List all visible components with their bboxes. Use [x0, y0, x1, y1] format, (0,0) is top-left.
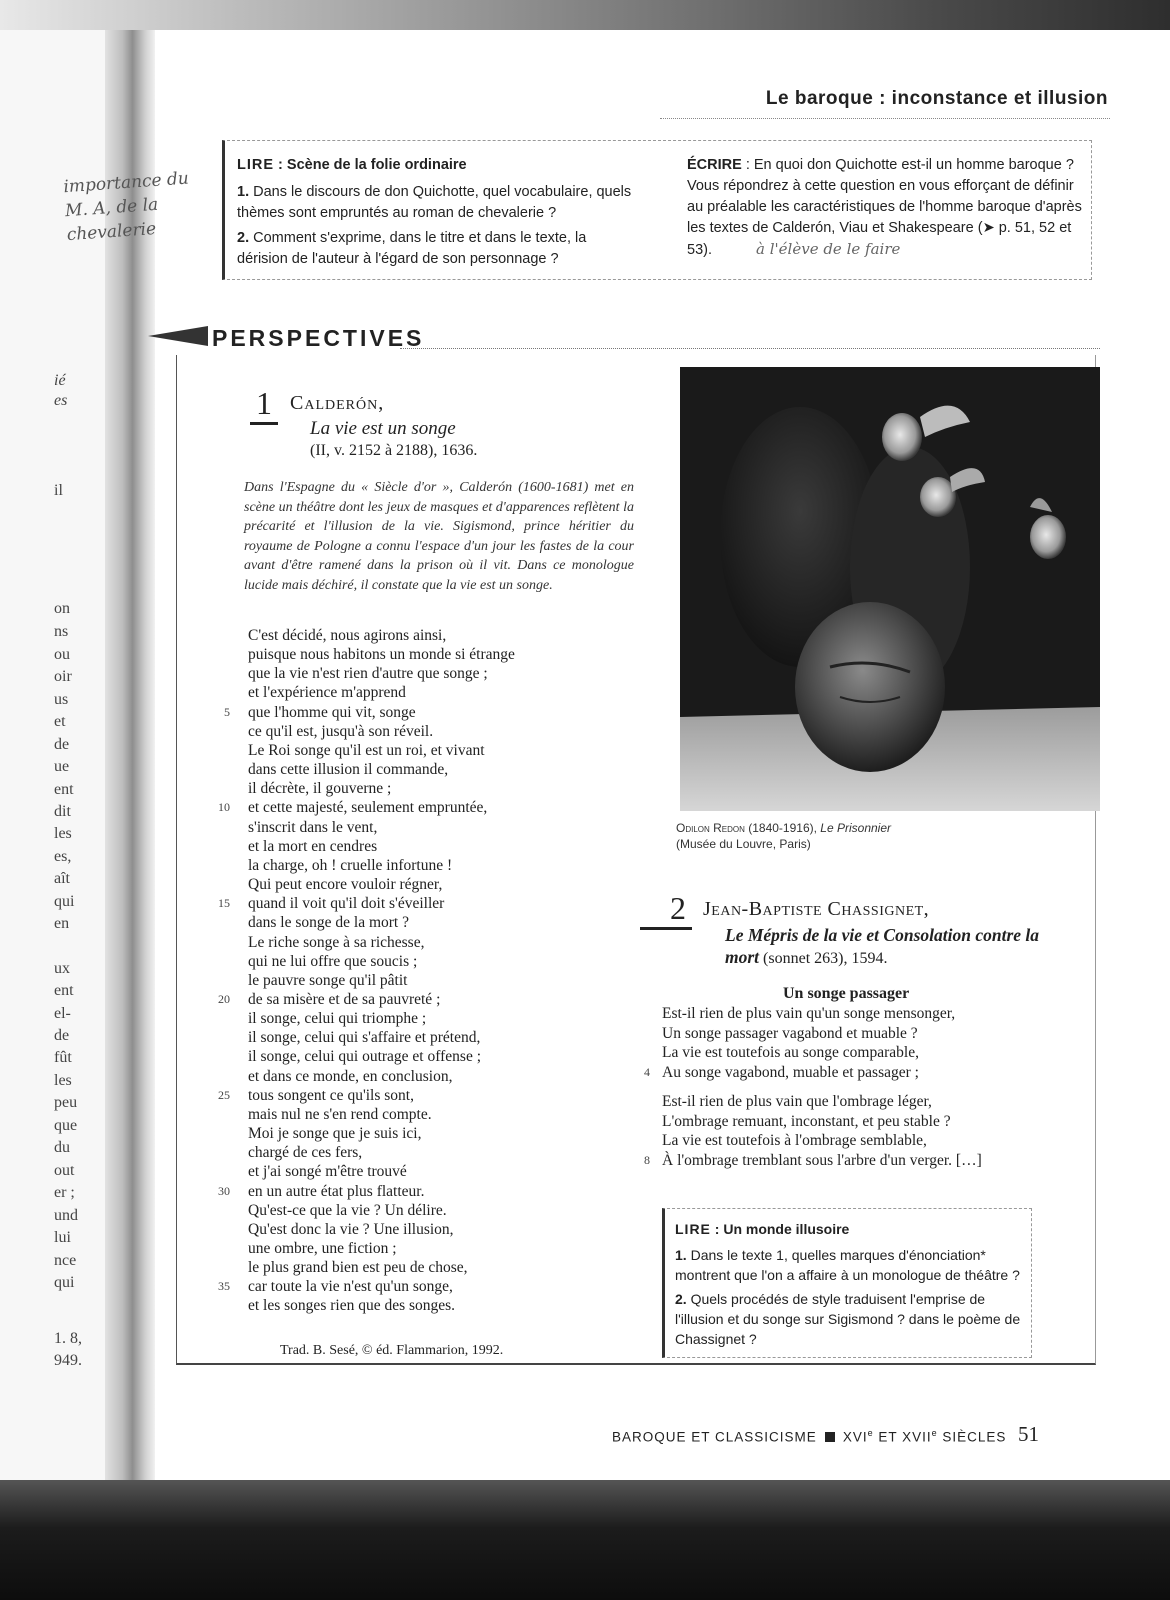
previous-page-fragment: oir [54, 668, 72, 685]
line-number: 15 [218, 896, 230, 911]
ecrire-page-ref: (➤ p. 51, 52 et 53). [687, 220, 1072, 258]
line-text: car toute la vie n'est qu'un songe, [248, 1278, 453, 1296]
line-number: 10 [218, 800, 230, 815]
header-rule [660, 118, 1110, 119]
poem-line [626, 1004, 1066, 1024]
poem-line [200, 1009, 600, 1028]
lire-keyword: LIRE [237, 157, 275, 173]
line-text: une ombre, une fiction ; [248, 1240, 397, 1257]
previous-page-fragment: les [54, 1072, 72, 1089]
previous-page-fragment: peu [54, 1094, 78, 1111]
previous-page-fragment: lui [54, 1229, 71, 1246]
footer-title: BAROQUE ET CLASSICISME [612, 1429, 817, 1445]
previous-page-fragment: us [54, 691, 69, 708]
poem-line [200, 645, 600, 664]
poem-line [626, 1063, 1066, 1083]
exercise-box-2 [662, 1208, 1032, 1358]
caption-title: Le Prisonnier [820, 821, 892, 835]
line-text: C'est décidé, nous agirons ainsi, [248, 627, 447, 644]
previous-page-fragment: nce [54, 1252, 77, 1269]
previous-page-fragment: fût [54, 1049, 72, 1066]
ecrire-section [687, 155, 1082, 261]
page-number: 51 [1018, 1422, 1039, 1446]
ecrire-text: : En quoi don Quichotte est-il un homme baroque ? Vous répondrez à cette question en vous efforçant de définir au préalable les caractéristiques de l'homme baroque d'après les textes de Calderón, Viau et Shakespeare [687, 157, 1082, 236]
line-text: il songe, celui qui s'affaire et prétend, [248, 1029, 481, 1047]
previous-page-fragment: que [54, 1117, 78, 1134]
poem-line [200, 1124, 600, 1143]
poem-line [200, 933, 600, 952]
poem-line [626, 1112, 1066, 1132]
poem-line [200, 703, 600, 722]
previous-page-fragment: ié [54, 372, 66, 389]
line-text: Qu'est-ce que la vie ? Un délire. [248, 1201, 447, 1219]
poem-line [200, 913, 600, 932]
text2-subtitle: Un songe passager [783, 985, 910, 1002]
poem-line [200, 1067, 600, 1086]
previous-page-fragment: en [54, 915, 70, 932]
line-text: que l'homme qui vit, songe [248, 703, 416, 721]
poem-line [200, 1239, 600, 1258]
line-text: et l'expérience m'apprend [248, 684, 406, 702]
lire-question [237, 228, 637, 270]
line-text: et cette majesté, seulement empruntée, [248, 799, 488, 817]
text1-number: 1 [250, 385, 278, 425]
line-text: et la mort en cendres [248, 837, 378, 855]
line-text: que la vie n'est rien d'autre que songe ; [248, 665, 488, 683]
line-text: il décrète, il gouverne ; [248, 780, 392, 798]
footer-sup-1: e [867, 1428, 874, 1438]
poem-line [200, 1201, 600, 1220]
previous-page-fragment: qui [54, 893, 75, 910]
footer-century-1: XVI [842, 1429, 868, 1445]
previous-page-fragment: es, [54, 848, 72, 865]
previous-page-fragment: ent [54, 781, 74, 798]
caption-dates: (1840-1916), [744, 821, 821, 835]
line-number: 8 [644, 1152, 650, 1167]
text2-author: Jean-Baptiste Chassignet, [703, 898, 930, 920]
line-text: L'ombrage remuant, inconstant, et peu stable ? [662, 1112, 951, 1130]
sonnet-stanza [626, 1092, 1066, 1170]
sonnet-stanza [626, 1004, 1066, 1082]
exercise-box [222, 140, 1092, 280]
lire2-title-text: : Un monde illusoire [710, 1221, 850, 1237]
previous-page-fragment: ns [54, 623, 69, 640]
poem-line [200, 837, 600, 856]
line-text: tous songent ce qu'ils sont, [248, 1086, 414, 1104]
question-number: 2. [675, 1291, 687, 1307]
poem-line [200, 798, 600, 817]
book-spine-shadow [105, 30, 155, 1480]
square-bullet-icon [825, 1432, 835, 1442]
line-text: le pauvre songe qu'il pâtit [248, 971, 408, 989]
page-footer [612, 1428, 1006, 1445]
line-text: Qu'est donc la vie ? Une illusion, [248, 1220, 454, 1238]
previous-page-fragment: 1. 8, [54, 1330, 82, 1347]
line-text: en un autre état plus flatteur. [248, 1182, 425, 1200]
footer-century-2: ET XVII [873, 1429, 932, 1445]
question-text: Dans le texte 1, quelles marques d'énonciation* montrent que l'on a affaire à un monologue de théâtre ? [675, 1247, 1020, 1283]
text1-monologue [200, 626, 600, 1316]
previous-page-fragment: er ; [54, 1184, 75, 1201]
lire-question [237, 182, 637, 224]
section-arrow-icon [148, 326, 208, 346]
line-text: qui ne lui offre que soucis ; [248, 952, 418, 970]
poem-line [200, 1182, 600, 1201]
poem-line [200, 1028, 600, 1047]
poem-line [200, 952, 600, 971]
lire2-keyword: LIRE [675, 1221, 711, 1237]
line-text: Moi je songe que je suis ici, [248, 1125, 422, 1143]
running-header: Le baroque : inconstance et illusion [765, 88, 1108, 109]
poem-line [200, 1277, 600, 1296]
lire2-title [675, 1219, 1021, 1239]
line-text: Le riche songe à sa richesse, [248, 933, 425, 951]
poem-line [200, 664, 600, 683]
previous-page-fragment: de [54, 736, 70, 753]
line-text: le plus grand bien est peu de chose, [248, 1259, 468, 1277]
line-text: La vie est toutefois à l'ombrage semblable, [662, 1132, 927, 1149]
line-text: et les songes rien que des songes. [248, 1297, 456, 1315]
poem-line [200, 741, 600, 760]
lire2-section [675, 1219, 1021, 1349]
previous-page-fragment: out [54, 1162, 75, 1179]
line-text: la charge, oh ! cruelle infortune ! [248, 856, 453, 874]
previous-page-fragment: ue [54, 758, 70, 775]
poem-line [200, 626, 600, 645]
poem-line [200, 779, 600, 798]
line-text: et dans ce monde, en conclusion, [248, 1067, 453, 1085]
line-text: dans cette illusion il commande, [248, 761, 449, 779]
poem-line [200, 971, 600, 990]
poem-line [200, 1296, 600, 1315]
previous-page-fragment: qui [54, 1274, 75, 1291]
text2-work-title: Le Mépris de la vie et Consolation contre la mort [725, 925, 1040, 967]
line-text: il songe, celui qui triomphe ; [248, 1010, 427, 1028]
poem-line [200, 683, 600, 702]
lire2-question [675, 1245, 1021, 1285]
footer-suffix: SIÈCLES [937, 1429, 1007, 1445]
handwritten-note: à l'élève de le faire [756, 240, 901, 258]
previous-page-fragment: de [54, 1027, 70, 1044]
line-text: Qui peut encore vouloir régner, [248, 876, 443, 894]
line-text: Le Roi songe qu'il est un roi, et vivant [248, 741, 485, 759]
text2-number: 2 [640, 890, 692, 930]
line-text: À l'ombrage tremblant sous l'arbre d'un verger. […] [662, 1151, 982, 1169]
text1-author: Calderón, [290, 392, 385, 414]
painting-le-prisonnier [680, 367, 1100, 811]
previous-page-fragment: les [54, 825, 72, 842]
line-text: La vie est toutefois au songe comparable, [662, 1044, 919, 1061]
previous-page-fragment: on [54, 600, 70, 617]
line-number: 30 [218, 1183, 230, 1198]
text1-credit: Trad. B. Sesé, © éd. Flammarion, 1992. [280, 1343, 504, 1358]
poem-line [200, 1047, 600, 1066]
caption-museum: (Musée du Louvre, Paris) [676, 837, 811, 851]
ecrire-keyword: ÉCRIRE [687, 157, 742, 173]
previous-page-fragment: et [54, 713, 66, 730]
line-number: 4 [644, 1064, 650, 1079]
line-number: 5 [224, 704, 230, 719]
question-number: 1. [675, 1247, 687, 1263]
poem-line [200, 818, 600, 837]
poem-line [200, 1143, 600, 1162]
poem-line [200, 760, 600, 779]
question-text: Comment s'exprime, dans le titre et dans le texte, la dérision de l'auteur à l'égard de son personnage ? [237, 230, 587, 267]
question-number: 1. [237, 184, 250, 200]
line-number: 20 [218, 991, 230, 1006]
poem-line [626, 1131, 1066, 1151]
previous-page-fragment: el- [54, 1005, 71, 1022]
previous-page-fragment: ent [54, 982, 74, 999]
scan-bottom-shadow [0, 1480, 1170, 1600]
poem-line [200, 894, 600, 913]
previous-page-fragment: ux [54, 960, 70, 977]
handwritten-margin-note: importance du M. A, de la chevalerie [62, 168, 190, 246]
poem-line [200, 1220, 600, 1239]
line-number: 35 [218, 1279, 230, 1294]
line-text: s'inscrit dans le vent, [248, 818, 378, 836]
lire-section [237, 155, 637, 274]
lire2-question [675, 1289, 1021, 1349]
previous-page-edge [0, 30, 105, 1480]
previous-page-fragment: il [54, 482, 63, 499]
line-text: ce qu'il est, jusqu'à son réveil. [248, 722, 434, 740]
line-text: de sa misère et de sa pauvreté ; [248, 990, 441, 1008]
text2-sonnet [626, 1004, 1066, 1180]
text1-reference: (II, v. 2152 à 2188), 1636. [310, 442, 478, 459]
poem-line [200, 990, 600, 1009]
line-text: quand il voit qu'il doit s'éveiller [248, 895, 445, 913]
question-text: Dans le discours de don Quichotte, quel vocabulaire, quels thèmes sont empruntés au roman de chevalerie ? [237, 184, 632, 221]
poem-line [626, 1043, 1066, 1063]
line-number: 25 [218, 1087, 230, 1102]
question-number: 2. [237, 230, 250, 246]
text1-work-title: La vie est un songe [310, 418, 456, 439]
line-text: et j'ai songé m'être trouvé [248, 1163, 407, 1181]
line-text: Est-il rien de plus vain qu'un songe mensonger, [662, 1005, 956, 1022]
previous-page-fragment: du [54, 1139, 70, 1156]
poem-line [200, 1162, 600, 1181]
line-text: puisque nous habitons un monde si étrange [248, 646, 515, 664]
scan-top-shadow [0, 0, 1170, 30]
section-title: PERSPECTIVES [212, 325, 425, 351]
poem-line [200, 875, 600, 894]
text1-introduction: Dans l'Espagne du « Siècle d'or », Calderón (1600-1681) met en scène un théâtre dont les jeux de masques et d'apparences reflètent la précarité et l'illusion de la vie. Sigismond, prince héritier du royaume de Pologne a connu l'espace d'un jour les fastes de la cour avant d'être ramené dans la prison où il vit. Dans ce monologue lucide mais déchiré, il constate que la vie est un songe. [244, 480, 634, 593]
poem-line [626, 1151, 1066, 1171]
section-rule [400, 348, 1100, 349]
line-text: Au songe vagabond, muable et passager ; [662, 1063, 919, 1081]
painting-caption [676, 820, 891, 852]
text2-reference: (sonnet 263), 1594. [759, 950, 888, 967]
poem-line [200, 1258, 600, 1277]
line-text: chargé de ces fers, [248, 1144, 363, 1162]
previous-page-fragment: und [54, 1207, 78, 1224]
poem-line [200, 1105, 600, 1124]
poem-line [626, 1092, 1066, 1112]
lire-title-text: : Scène de la folie ordinaire [274, 157, 467, 173]
poem-line [200, 722, 600, 741]
previous-page-fragment: 949. [54, 1352, 82, 1369]
poem-line [200, 856, 600, 875]
line-text: dans le songe de la mort ? [248, 914, 409, 932]
previous-page-fragment: es [54, 392, 68, 409]
previous-page-fragment: ou [54, 646, 70, 663]
line-text: il songe, celui qui outrage et offense ; [248, 1048, 482, 1066]
previous-page-fragment: dit [54, 803, 71, 820]
text2-work [725, 924, 1045, 970]
line-text: mais nul ne s'en rend compte. [248, 1105, 432, 1123]
line-text: Un songe passager vagabond et muable ? [662, 1024, 918, 1042]
caption-artist: Odilon Redon [676, 821, 745, 835]
line-text: Est-il rien de plus vain que l'ombrage léger, [662, 1093, 932, 1110]
previous-page-fragment: aît [54, 870, 70, 887]
poem-line [626, 1024, 1066, 1044]
question-text: Quels procédés de style traduisent l'emprise de l'illusion et du songe sur Sigismond ? dans le poème de Chassignet ? [675, 1291, 1021, 1347]
footer-sup-2: e [931, 1428, 938, 1438]
lire-title [237, 155, 637, 176]
poem-line [200, 1086, 600, 1105]
